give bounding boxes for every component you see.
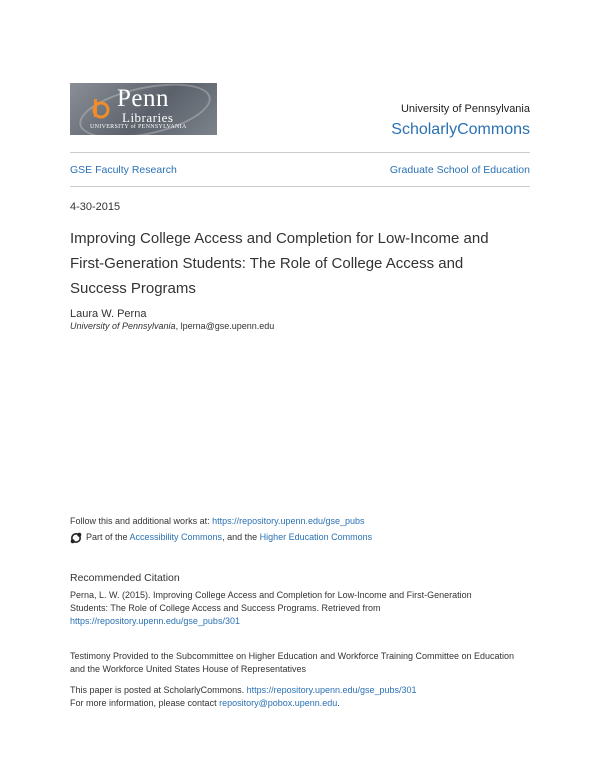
affiliation-name: University of Pennsylvania xyxy=(70,321,176,331)
publication-date: 4-30-2015 xyxy=(70,201,121,213)
testimony-line-1: Testimony Provided to the Subcommittee on Higher Education and Workforce Training Committee on Education xyxy=(70,651,515,661)
contact-text: For more information, please contact xyxy=(70,698,220,708)
title-line-2: First-Generation Students: The Role of College Access and xyxy=(70,255,464,272)
posted-url-link[interactable]: https://repository.upenn.edu/gse_pubs/301 xyxy=(246,685,417,695)
logo-penn-text: Penn xyxy=(117,85,169,112)
part-of-text: Part of the xyxy=(86,532,130,542)
scholarlycommons-link[interactable]: ScholarlyCommons xyxy=(391,121,530,138)
title-line-1: Improving College Access and Completion for Low-Income and xyxy=(70,230,489,247)
follow-line xyxy=(70,515,365,528)
paper-title xyxy=(70,226,530,301)
recommended-citation-heading: Recommended Citation xyxy=(70,572,180,584)
testimony-line-2: and the Workforce United States House of Representatives xyxy=(70,664,306,674)
follow-text: Follow this and additional works at: xyxy=(70,516,213,526)
logo-libraries-text: Libraries xyxy=(122,110,174,125)
graduate-school-link[interactable]: Graduate School of Education xyxy=(389,164,530,176)
citation-line-1: Perna, L. W. (2015). Improving College Access and Completion for Low-Income and First-Generation xyxy=(70,590,472,600)
contact-email-link[interactable]: repository@pobox.upenn.edu xyxy=(219,698,338,708)
citation-line-2: Students: The Role of College Access and Success Programs. Retrieved from xyxy=(70,603,381,613)
posted-note xyxy=(70,684,530,710)
author-name: Laura W. Perna xyxy=(70,308,147,320)
posted-text: This paper is posted at ScholarlyCommons. xyxy=(70,685,247,695)
university-name: University of Pennsylvania xyxy=(400,103,530,115)
gse-faculty-research-link[interactable]: GSE Faculty Research xyxy=(70,164,177,176)
citation-text xyxy=(70,589,530,628)
commons-network-icon xyxy=(70,532,82,544)
penn-libraries-mark-icon xyxy=(92,97,110,119)
nav-divider xyxy=(70,186,530,187)
author-email[interactable]: , lperna@gse.upenn.edu xyxy=(175,321,275,331)
and-the-text: , and the xyxy=(222,532,260,542)
citation-url-link[interactable]: https://repository.upenn.edu/gse_pubs/301 xyxy=(70,616,240,626)
header-divider xyxy=(70,152,530,153)
higher-education-commons-link[interactable]: Higher Education Commons xyxy=(259,532,373,542)
part-of-line xyxy=(70,531,372,544)
logo-university-text: UNIVERSITY of PENNSYLVANIA xyxy=(90,124,187,130)
title-line-3: Success Programs xyxy=(70,280,196,297)
follow-url-link[interactable]: https://repository.upenn.edu/gse_pubs xyxy=(212,516,365,526)
penn-libraries-logo[interactable] xyxy=(70,83,217,135)
contact-period: . xyxy=(337,698,340,708)
author-affiliation xyxy=(70,321,274,331)
accessibility-commons-link[interactable]: Accessibility Commons xyxy=(129,532,223,542)
testimony-note xyxy=(70,650,530,676)
